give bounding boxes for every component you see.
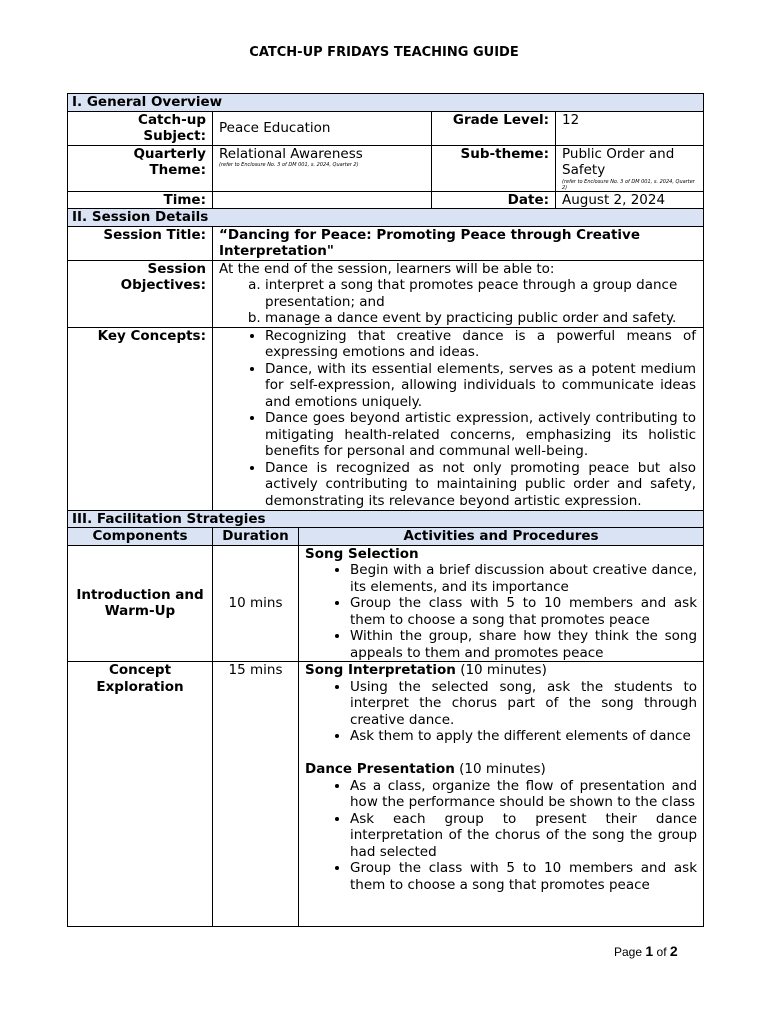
subtheme-cell: [556, 145, 704, 191]
page-current: 1: [645, 943, 654, 959]
presentation-activity-list: [305, 778, 697, 894]
dance-presentation-title: Dance Presentation: [305, 761, 455, 777]
date-label: Date:: [432, 191, 556, 209]
page-title: CATCH-UP FRIDAYS TEACHING GUIDE: [249, 45, 519, 60]
column-components: Components: [68, 528, 213, 546]
objectives-intro: At the end of the session, learners will be able to:: [219, 260, 555, 277]
key-concepts-list: [219, 328, 696, 510]
theme-value: Relational Awareness: [219, 145, 363, 162]
spacer: [305, 745, 697, 762]
activity-item: • Begin with a brief discussion about creative dance, its elements, and its importance: [350, 562, 697, 595]
activity-item: • Using the selected song, ask the students to interpret the chorus part of the song through creative dance.: [350, 679, 697, 729]
concept-duration: 15 mins: [213, 662, 299, 927]
concept-item: • Recognizing that creative dance is a powerful means of expressing emotions and ideas.: [265, 328, 696, 361]
concept-component: Concept Exploration: [68, 662, 213, 927]
intro-component: Introduction and Warm-Up: [68, 545, 213, 662]
song-interpretation-time: (10 minutes): [460, 662, 547, 678]
theme-cell: [213, 145, 432, 191]
objective-item: b. manage a dance event by practicing public order and safety.: [265, 310, 697, 327]
date-value: August 2, 2024: [556, 191, 704, 209]
activity-item: • Ask them to apply the different elements of dance: [350, 728, 697, 745]
theme-label: Quarterly Theme:: [68, 145, 213, 191]
activity-item: • As a class, organize the flow of presentation and how the performance should be shown to the class: [350, 778, 697, 811]
page-word: Page: [614, 945, 643, 959]
time-value: [213, 191, 432, 209]
dance-presentation-time: (10 minutes): [459, 761, 546, 777]
subtheme-note: (refer to Enclosure No. 3 of DM 001, s. 2024, Quarter 2): [562, 178, 695, 191]
song-interpretation-heading: [305, 662, 697, 679]
subject-value: Peace Education: [213, 111, 432, 145]
concept-activities: [299, 662, 704, 927]
song-selection-heading: Song Selection: [305, 545, 419, 562]
section-general-overview: I. General Overview: [68, 94, 704, 112]
activity-item: • Group the class with 5 to 10 members and ask them to choose a song that promotes peace: [350, 595, 697, 628]
objective-item: a. interpret a song that promotes peace through a group dance presentation; and: [265, 277, 697, 310]
song-interpretation-title: Song Interpretation: [305, 662, 456, 678]
key-concepts-cell: [213, 327, 704, 510]
activity-item: • Group the class with 5 to 10 members and ask them to choose a song that promotes peace: [350, 860, 697, 893]
time-label: Time:: [68, 191, 213, 209]
subtheme-label: Sub-theme:: [432, 145, 556, 191]
objectives-cell: [213, 260, 704, 327]
theme-note: (refer to Enclosure No. 3 of DM 001, s. 2024, Quarter 2): [219, 162, 359, 168]
concept-item: • Dance goes beyond artistic expression, actively contributing to mitigating health-related concerns, emphasizing its holistic benefits for personal and communal well-being.: [265, 410, 696, 460]
teaching-guide-table: [67, 93, 704, 927]
section-session-details: II. Session Details: [68, 209, 704, 227]
of-word: of: [656, 945, 667, 959]
grade-value: 12: [556, 111, 704, 145]
activity-item: • Ask each group to present their dance interpretation of the chorus of the song the group had selected: [350, 811, 697, 861]
session-title-value: “Dancing for Peace: Promoting Peace through Creative Interpretation": [213, 226, 704, 260]
activity-item: • Within the group, share how they think the song appeals to them and promotes peace: [350, 628, 697, 661]
intro-activities: [299, 545, 704, 662]
concept-item: • Dance is recognized as not only promoting peace but also actively contributing to maintaining public order and safety, demonstrating its relevance beyond artistic expression.: [265, 460, 696, 510]
concept-item: • Dance, with its essential elements, serves as a potent medium for self-expression, allowing individuals to communicate ideas and emotions uniquely.: [265, 361, 696, 411]
page-total: 2: [669, 943, 678, 959]
dance-presentation-heading: [305, 761, 697, 778]
column-activities: Activities and Procedures: [299, 528, 704, 546]
intro-activity-list: [305, 562, 697, 661]
objectives-label: Session Objectives:: [68, 260, 213, 327]
key-concepts-label: Key Concepts:: [68, 327, 213, 510]
interpretation-activity-list: [305, 679, 697, 745]
objectives-list: [219, 277, 697, 327]
session-title-label: Session Title:: [68, 226, 213, 260]
intro-duration: 10 mins: [213, 545, 299, 662]
column-duration: Duration: [213, 528, 299, 546]
page-number: [614, 943, 678, 959]
section-facilitation-strategies: III. Facilitation Strategies: [68, 510, 704, 528]
subtheme-value: Public Order and Safety: [562, 145, 675, 178]
subject-label: Catch-up Subject:: [68, 111, 213, 145]
grade-label: Grade Level:: [432, 111, 556, 145]
